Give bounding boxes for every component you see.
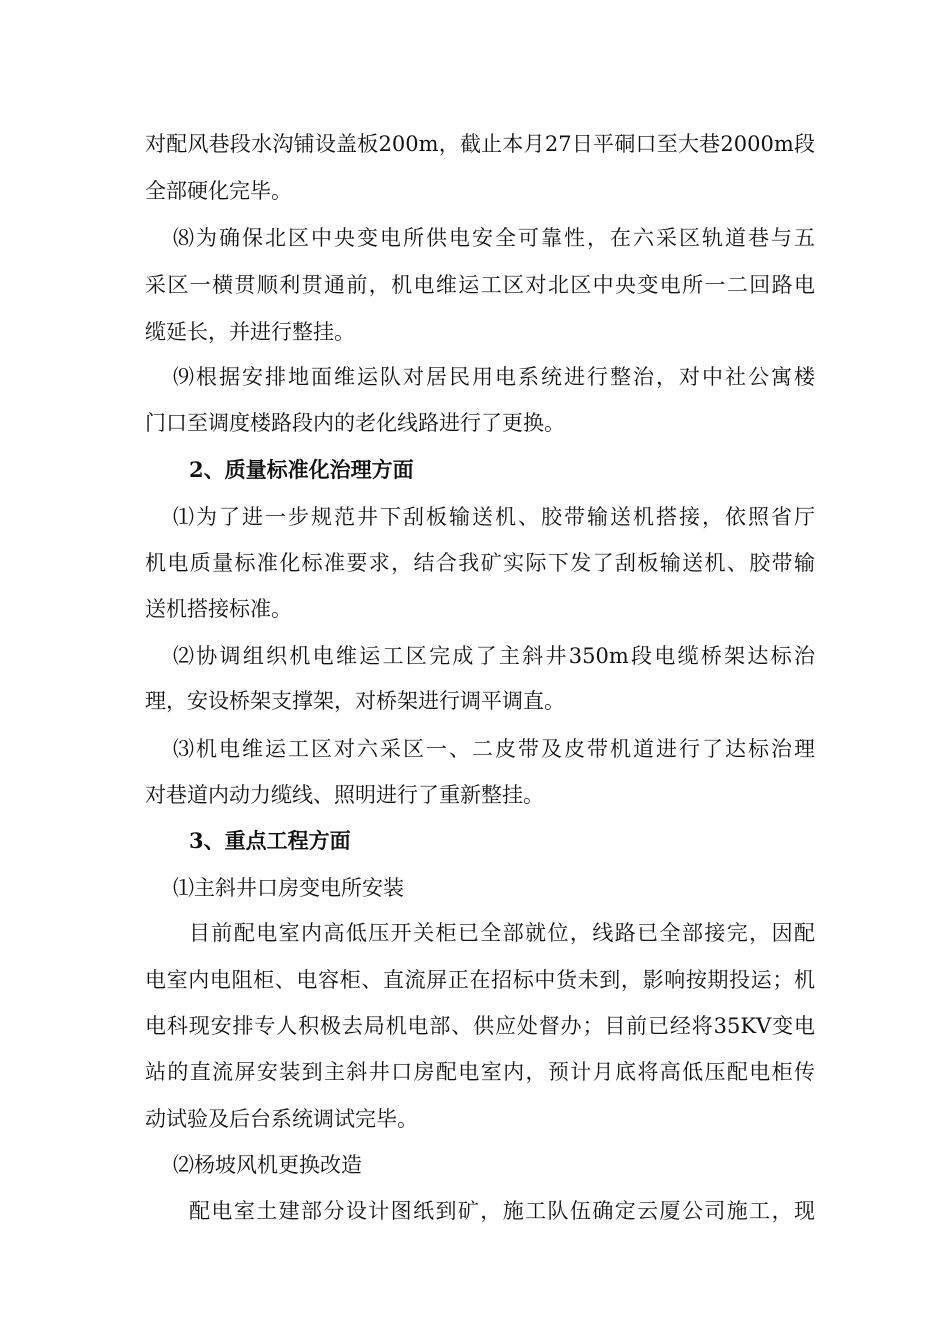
text-line: ⑵协调组织机电维运工区完成了主斜井350m段电缆桥架达标治 <box>173 644 815 668</box>
text-line: 采区一横贯顺利贯通前，机电维运工区对北区中央变电所一二回路电 <box>145 273 815 297</box>
text-line: 送机搭接标准。 <box>145 597 292 621</box>
text-line: ⑼根据安排地面维运队对居民用电系统进行整治，对中社公寓楼 <box>173 365 815 389</box>
text-line: 全部硬化完毕。 <box>145 179 292 203</box>
text-line: 电科现安排专人积极去局机电部、供应处督办；目前已经将35KV变电 <box>145 1014 815 1038</box>
text-line: ⑶机电维运工区对六采区一、二皮带及皮带机道进行了达标治理 <box>173 737 815 761</box>
text-line: ⑵杨坡风机更换改造 <box>173 1153 362 1177</box>
text-line: 理，安设桥架支撑架，对桥架进行调平调直。 <box>145 689 565 713</box>
text-line: 对配风巷段水沟铺设盖板200m，截止本月27日平硐口至大巷2000m段 <box>145 132 815 156</box>
text-line: 机电质量标准化标准要求，结合我矿实际下发了刮板输送机、胶带输 <box>145 551 815 575</box>
section-heading: 3、重点工程方面 <box>189 828 351 853</box>
text-line: ⑻为确保北区中央变电所供电安全可靠性，在六采区轨道巷与五 <box>173 226 815 250</box>
section-heading: 2、质量标准化治理方面 <box>189 457 414 482</box>
text-line: ⑴主斜井口房变电所安装 <box>173 876 404 900</box>
text-line: 配电室土建部分设计图纸到矿，施工队伍确定云厦公司施工，现 <box>189 1199 815 1223</box>
text-line: 站的直流屏安装到主斜井口房配电室内，预计月底将高低压配电柜传 <box>145 1060 815 1084</box>
text-line: 缆延长，并进行整挂。 <box>145 320 355 344</box>
text-line: 目前配电室内高低压开关柜已全部就位，线路已全部接完，因配 <box>189 921 815 945</box>
text-line: 电室内电阻柜、电容柜、直流屏正在招标中货未到，影响按期投运；机 <box>145 968 815 992</box>
text-line: ⑴为了进一步规范井下刮板输送机、胶带输送机搭接，依照省厅 <box>173 505 815 529</box>
text-line: 动试验及后台系统调试完毕。 <box>145 1107 418 1131</box>
text-line: 门口至调度楼路段内的老化线路进行了更换。 <box>145 411 565 435</box>
text-line: 对巷道内动力缆线、照明进行了重新整挂。 <box>145 783 544 807</box>
